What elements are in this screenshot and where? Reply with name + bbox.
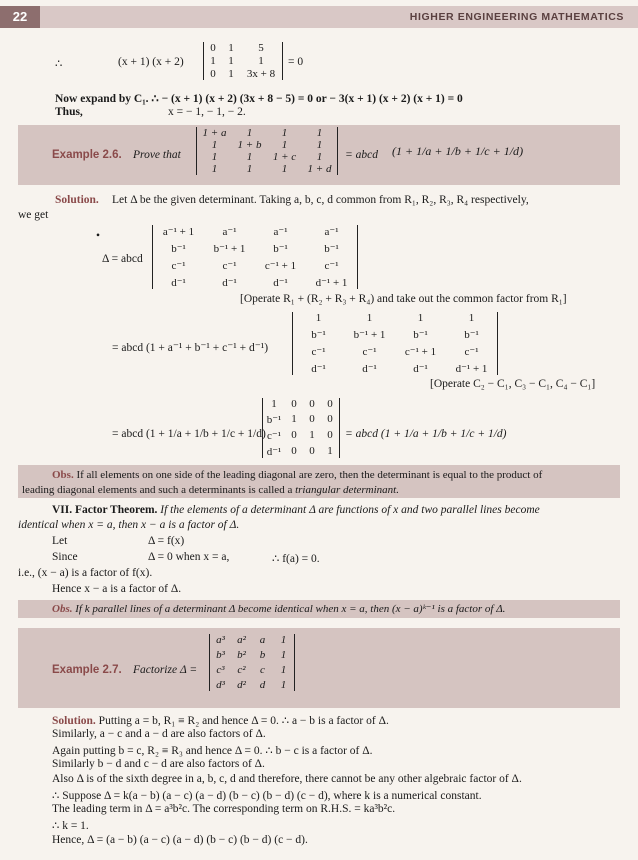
det-cell: 0 — [210, 68, 216, 80]
det-cell: b³ — [216, 649, 225, 661]
let-value: Δ = f(x) — [148, 535, 185, 547]
det-cell: 1 — [327, 445, 333, 457]
obs-2 — [52, 602, 505, 615]
det-cell: 0 — [327, 413, 333, 425]
det-cell: 1 — [246, 151, 253, 163]
det-cell: 0 — [291, 445, 297, 457]
det-cell: c⁻¹ — [362, 346, 377, 358]
det-cell: 1 — [280, 664, 287, 676]
vandermonde-determinant — [209, 634, 295, 691]
final-rhs: = abcd (1 + 1/a + 1/b + 1/c + 1/d) — [345, 428, 507, 440]
final-lhs-text: = abcd — [112, 428, 144, 440]
det-cell: a — [259, 634, 266, 646]
det-cell: b² — [237, 649, 246, 661]
det-cell: 0 — [309, 413, 315, 425]
determinant-step1 — [203, 42, 283, 80]
determinant-step4 — [262, 398, 340, 458]
det-cell: 1 — [211, 163, 218, 175]
det-cell: 1 + a — [202, 127, 227, 139]
example-prompt-2: Factorize Δ = — [133, 664, 198, 676]
det-cell: c⁻¹ — [171, 260, 186, 272]
det-cell: b⁻¹ — [464, 329, 479, 341]
det-cell: a⁻¹ — [324, 226, 339, 238]
det-cell: 1 — [211, 139, 218, 151]
obs-term: triangular determinant. — [295, 484, 399, 496]
det-cell: d⁻¹ — [413, 363, 428, 375]
det-cell: a² — [237, 634, 246, 646]
ie-line: i.e., (x − a) is a factor of f(x). — [18, 567, 153, 579]
det-cell: b⁻¹ — [413, 329, 428, 341]
since-result: ∴ f(a) = 0. — [272, 553, 320, 565]
det-cell: b⁻¹ — [324, 243, 339, 255]
det-cell: 1 — [228, 55, 234, 67]
obs-label: Obs. — [52, 469, 74, 481]
running-title: HIGHER ENGINEERING MATHEMATICS — [409, 11, 624, 23]
determinant-step2 — [152, 225, 358, 289]
det-cell: 0 — [309, 398, 315, 410]
det-cell: d — [259, 679, 266, 691]
expression-text: 1 + 1/a + 1/b + 1/c + 1/d — [396, 144, 520, 158]
determinant-step3 — [292, 312, 498, 375]
therefore-symbol: ∴ — [55, 58, 63, 70]
roots-value: x = − 1, − 1, − 2. — [168, 106, 246, 118]
theorem-title: VII. Factor Theorem. — [52, 504, 158, 516]
expand-line: Now expand by C₁. ∴ − (x + 1) (x + 2) (3x + 8 − 5) = 0 or − 3(x + 1) (x + 2) (x + 1) = 0 — [55, 93, 463, 105]
det-cell: d⁻¹ — [171, 277, 186, 289]
det-cell: d⁻¹ — [222, 277, 237, 289]
det-cell: 1 — [246, 163, 253, 175]
equation-lhs: (x + 1) (x + 2) — [118, 56, 184, 68]
det-cell: d³ — [216, 679, 225, 691]
sol27-line-7: ∴ k = 1. — [52, 820, 89, 832]
final-lhs: = abcd (1 + 1/a + 1/b + 1/c + 1/d) — [112, 428, 266, 440]
example-determinant — [196, 127, 338, 175]
det-cell: 1 — [417, 312, 424, 324]
det-cell: c⁻¹ — [324, 260, 339, 272]
example-label: Example 2.6. — [52, 149, 122, 161]
example-rhs: = abcd — [345, 149, 378, 161]
theorem-line-2: identical when x = a, then x − a is a factor of Δ. — [18, 519, 240, 531]
det-cell: 1 — [246, 127, 253, 139]
det-cell: b — [259, 649, 266, 661]
sol27-line-1: Similarly, a − c and a − d are also factors of Δ. — [52, 728, 266, 740]
delta-lhs: Δ = abcd — [102, 253, 143, 265]
hence-line: Hence x − a is a factor of Δ. — [52, 583, 182, 595]
det-cell: 1 — [468, 312, 475, 324]
since-label: Since — [52, 551, 78, 563]
det-cell: 1 — [281, 127, 288, 139]
det-cell: d⁻¹ — [311, 363, 326, 375]
det-cell: 1 + d — [307, 163, 332, 175]
det-cell: c⁻¹ — [311, 346, 326, 358]
page-number: 22 — [0, 6, 40, 28]
det-cell: 0 — [327, 398, 333, 410]
det-cell: 0 — [210, 42, 216, 54]
solution-label: Solution. — [55, 194, 99, 206]
solution-text: Let Δ be the given determinant. Taking a, b, c, d common from R₁, R₂, R₃, R₄ respectively, — [112, 194, 529, 206]
example-prompt: Prove that — [133, 149, 181, 161]
det-cell: d⁻¹ — [362, 363, 377, 375]
det-cell: 1 — [315, 312, 322, 324]
det-cell: b⁻¹ — [273, 243, 288, 255]
det-cell: b⁻¹ + 1 — [353, 329, 386, 341]
det-cell: 1 — [280, 649, 287, 661]
det-cell: 1 — [291, 413, 297, 425]
example-label-2: Example 2.7. — [52, 664, 122, 676]
obs-text-3: If k parallel lines of a determinant Δ become identical when x = a, then (x − a)ᵏ⁻¹ is a factor of Δ. — [75, 603, 506, 615]
obs-line-1 — [52, 469, 542, 481]
obs-text-2: leading diagonal elements and such a determinants is called a — [22, 484, 293, 496]
det-cell: b⁻¹ + 1 — [213, 243, 246, 255]
det-cell: b⁻¹ — [171, 243, 186, 255]
det-cell: 1 + c — [272, 151, 297, 163]
det-cell: 1 — [281, 139, 288, 151]
final-rhs-expr: 1 + 1/a + 1/b + 1/c + 1/d — [384, 428, 503, 440]
obs-text: If all elements on one side of the leading diagonal are zero, then the determinant is equal to the product of — [76, 469, 543, 481]
det-cell: c⁻¹ — [267, 430, 281, 442]
sol27-line-5: ∴ Suppose Δ = k(a − b) (a − c) (a − d) (b − c) (b − d) (c − d), where k is a numerical constant. — [52, 790, 482, 802]
det-cell: 0 — [309, 445, 315, 457]
sol27-line-8: Hence, Δ = (a − b) (a − c) (a − d) (b − c) (b − d) (c − d). — [52, 834, 308, 846]
bullet: • — [96, 230, 101, 242]
sol27-line-2: Again putting b = c, R₂ ≡ R₃ and hence Δ = 0. ∴ b − c is a factor of Δ. — [52, 745, 373, 757]
det-cell: d⁻¹ + 1 — [315, 277, 348, 289]
det-cell: 1 — [211, 151, 218, 163]
sol27-line-4: Also Δ is of the sixth degree in a, b, c, d and therefore, there cannot be any other algebraic factor of Δ. — [52, 773, 522, 785]
det-cell: a⁻¹ — [222, 226, 237, 238]
det-cell: 1 — [210, 55, 216, 67]
det-cell: 1 + b — [237, 139, 262, 151]
operation-note-2: [Operate C₂ − C₁, C₃ − C₁, C₄ − C₁] — [430, 378, 596, 390]
det-cell: c⁻¹ — [222, 260, 237, 272]
final-rhs-text: = abcd — [345, 428, 378, 440]
det-cell: d⁻¹ — [266, 446, 282, 458]
sol27-line-6: The leading term in Δ = a³b²c. The corresponding term on R.H.S. = ka³b²c. — [52, 803, 396, 815]
det-cell: 1 — [316, 139, 323, 151]
det-cell: 1 — [280, 679, 287, 691]
det-cell: 5 — [258, 42, 264, 54]
det-cell: 1 — [366, 312, 373, 324]
sol27-line-0 — [52, 713, 389, 727]
let-label: Let — [52, 535, 68, 547]
solution-cont: we get — [18, 209, 49, 221]
det-cell: 1 — [316, 151, 323, 163]
det-cell: 1 — [280, 634, 287, 646]
det-cell: 0 — [327, 429, 333, 441]
det-cell: 0 — [291, 398, 297, 410]
det-cell: d⁻¹ — [273, 277, 288, 289]
det-cell: c³ — [216, 664, 225, 676]
factored-lhs: = abcd (1 + a⁻¹ + b⁻¹ + c⁻¹ + d⁻¹) — [112, 342, 269, 354]
thus-label: Thus, — [55, 106, 83, 118]
det-cell: 1 — [258, 55, 264, 67]
example-expression: (1 + 1/a + 1/b + 1/c + 1/d) — [392, 144, 524, 158]
det-cell: 3x + 8 — [246, 68, 276, 80]
sol27-line-3: Similarly b − d and c − d are also factors of Δ. — [52, 758, 265, 770]
obs-label-2: Obs. — [52, 603, 73, 615]
theorem-line-1: If the elements of a determinant Δ are functions of x and two parallel lines become — [160, 504, 540, 516]
det-cell: c⁻¹ — [464, 346, 479, 358]
det-cell: 1 — [281, 163, 288, 175]
det-cell: c — [260, 664, 265, 676]
det-cell: 1 — [228, 42, 234, 54]
det-cell: 1 — [271, 398, 277, 410]
solution-text-2: Putting a = b, R₁ ≡ R₂ and hence Δ = 0. ∴ a − b is a factor of Δ. — [98, 715, 389, 727]
obs-line-2 — [22, 484, 399, 496]
factor-theorem — [52, 504, 540, 516]
solution-label-2: Solution. — [52, 715, 96, 727]
operation-note-1: [Operate R₁ + (R₂ + R₃ + R₄) and take out the common factor from R₁] — [240, 293, 567, 305]
det-cell: 1 — [228, 68, 234, 80]
final-lhs-expr: 1 + 1/a + 1/b + 1/c + 1/d — [149, 428, 262, 440]
det-cell: a³ — [216, 634, 225, 646]
det-cell: 1 — [316, 127, 323, 139]
since-value: Δ = 0 when x = a, — [148, 551, 230, 563]
det-cell: 0 — [291, 429, 297, 441]
det-cell: c⁻¹ + 1 — [404, 346, 437, 358]
det-cell: d² — [237, 679, 246, 691]
det-cell: d⁻¹ + 1 — [455, 363, 488, 375]
det-cell: a⁻¹ + 1 — [162, 226, 195, 238]
det-cell: b⁻¹ — [311, 329, 326, 341]
det-cell: 1 — [309, 429, 315, 441]
det-cell: c⁻¹ + 1 — [264, 260, 297, 272]
det-cell: c² — [237, 664, 246, 676]
det-cell: b⁻¹ — [266, 414, 282, 426]
det-cell: a⁻¹ — [273, 226, 288, 238]
equation-rhs: = 0 — [288, 56, 304, 68]
